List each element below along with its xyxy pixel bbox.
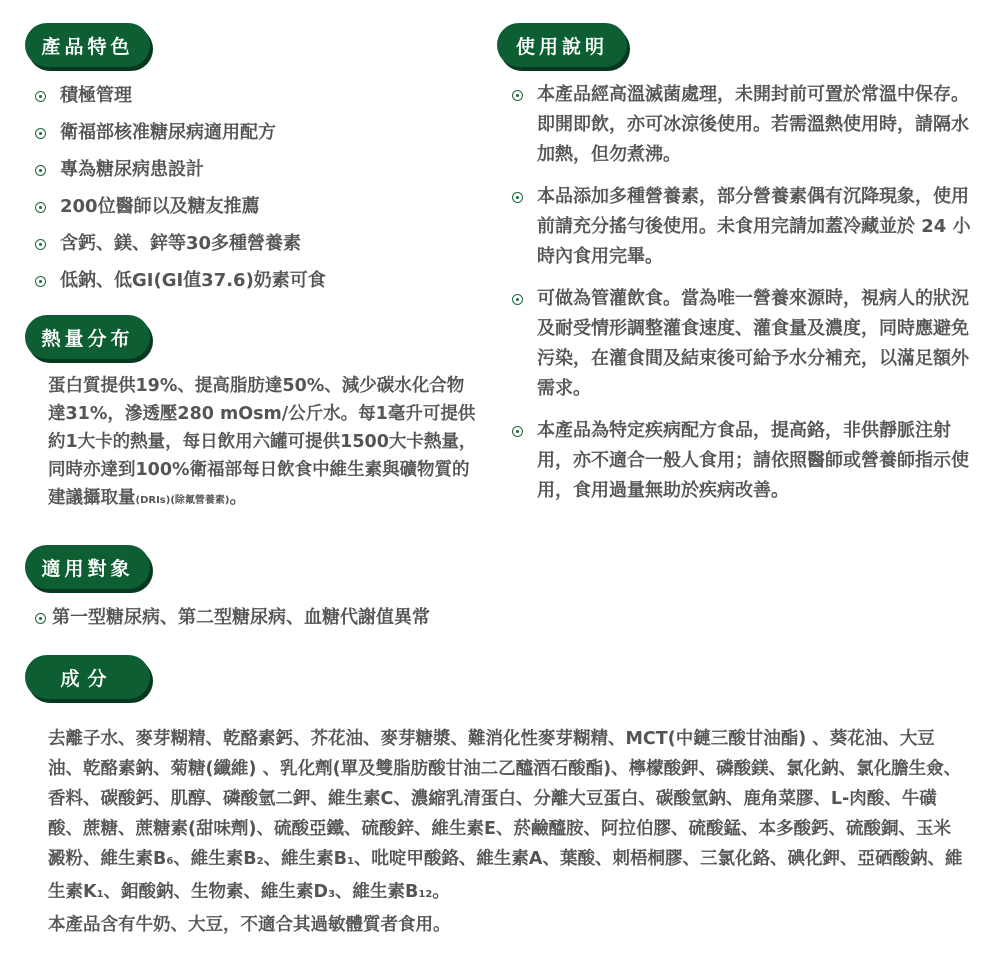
target-list [35,604,430,632]
features-list [35,82,326,304]
bullet-icon [35,128,46,139]
list-item: 專為糖尿病患設計 [35,156,326,193]
allergen-note: 本產品含有牛奶、大豆，不適合其過敏體質者食用。 [48,915,451,935]
list-item: 可做為管灌飲食。當為唯一營養來源時，視病人的狀況及耐受情形調整灌食速度、灌食量及濃度，同時應避免污染，在灌食間及結束後可給予水分補充，以滿足額外需求。 [512,284,982,404]
bullet-icon [35,165,46,176]
section-badge-calories: 熱量分布 [25,315,150,359]
bullet-icon [512,192,523,203]
list-item: 含鈣、鎂、鋅等30多種營養素 [35,230,326,267]
bullet-icon [35,276,46,287]
bullet-icon [35,91,46,102]
section-badge-features: 產品特色 [25,23,150,67]
list-item: 200位醫師以及糖友推薦 [35,193,326,230]
section-badge-target: 適用對象 [25,545,150,589]
bullet-icon [35,239,46,250]
calorie-description: 蛋白質提供19%、提高脂肪達50%、減少碳水化合物達31%，滲透壓280 mOsm/公斤水。每1毫升可提供約1大卡的熱量，每日飲用六罐可提供1500大卡熱量，同時亦達到100%衛福部每日飲食中維生素與礦物質的建議攝取量(DRIs)(除氟營養素)。 [48,376,477,508]
section-badge-usage: 使用說明 [497,23,627,67]
list-item: 低鈉、低GI(GI值37.6)奶素可食 [35,267,326,304]
bullet-icon [512,90,523,101]
list-item: 第一型糖尿病、第二型糖尿病、血糖代謝值異常 [35,604,430,632]
list-item: 本產品經高溫滅菌處理，未開封前可置於常溫中保存。即開即飲，亦可冰涼後使用。若需溫熱使用時，請隔水加熱，但勿煮沸。 [512,80,982,170]
section-badge-ingredients: 成分 [25,655,150,699]
usage-list [512,80,982,518]
bullet-icon [35,202,46,213]
bullet-icon [512,294,523,305]
ingredients-text: 去離子水、麥芽糊精、乾酪素鈣、芥花油、麥芽糖漿、難消化性麥芽糊精、MCT(中鏈三酸甘油酯) 、葵花油、大豆油、乾酪素鈉、菊糖(纖維) 、乳化劑(單及雙脂肪酸甘油二乙醯酒石酸酯)、檸檬酸鉀、磷酸鎂、氯化鈉、氯化膽生僉、香料、碳酸鈣、肌醇、磷酸氫二鉀、維生素C、濃縮乳清蛋白、分離大豆蛋白、碳酸氫鈉、鹿角菜膠、L-肉酸、牛磺酸、蔗糖、蔗糖素(甜味劑)、硫酸亞鐵、硫酸鋅、維生素E、菸鹼醯胺、阿拉伯膠、硫酸錳、本多酸鈣、硫酸銅、玉米澱粉、維生素B6、維生素B2、維生素B1、吡啶甲酸鉻、維生素A、葉酸、刺梧桐膠、三氯化鉻、碘化鉀、亞硒酸鈉、維生素K1、鉬酸鈉、生物素、維生素D3、維生素B12。 本產品含有牛奶、大豆，不適合其過敏體質者食用。 [48,724,968,940]
list-item: 衛福部核准糖尿病適用配方 [35,119,326,156]
list-item: 本品添加多種營養素，部分營養素偶有沉降現象，使用前請充分搖勻後使用。未食用完請加蓋冷藏並於 24 小時內食用完畢。 [512,182,982,272]
list-item: 積極管理 [35,82,326,119]
bullet-icon [512,426,523,437]
bullet-icon [35,613,46,624]
list-item: 本產品為特定疾病配方食品，提高鉻，非供靜脈注射用，亦不適合一般人食用；請依照醫師或營養師指示使用，食用過量無助於疾病改善。 [512,416,982,506]
